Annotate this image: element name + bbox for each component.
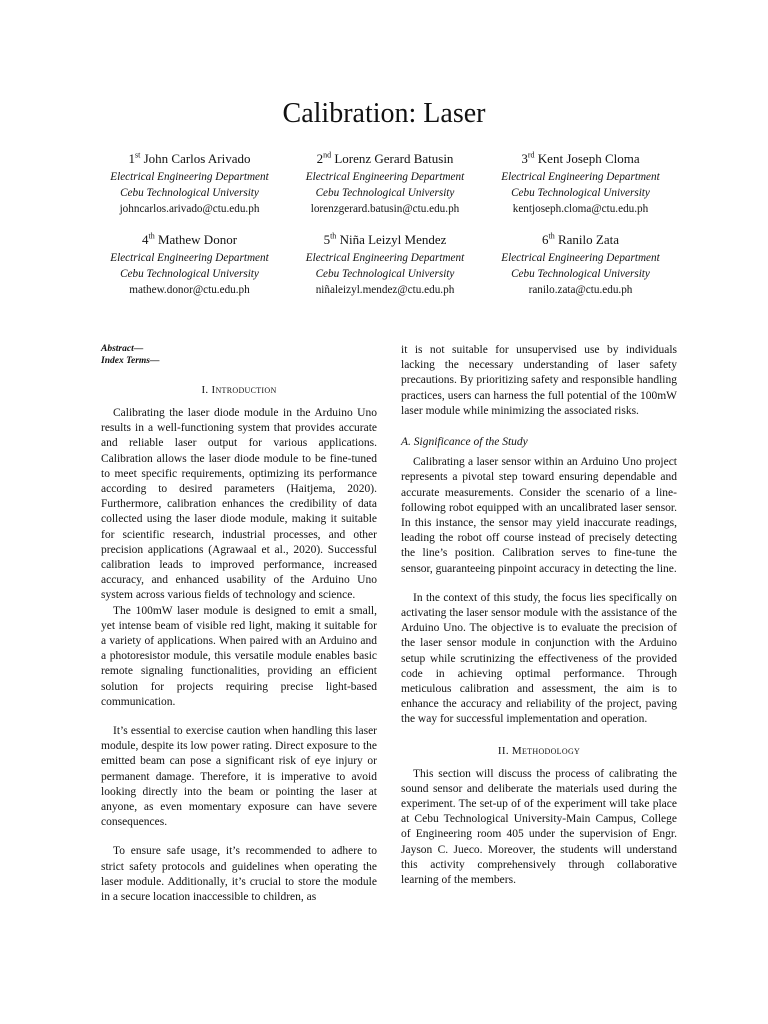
index-terms-label: Index Terms— bbox=[101, 356, 160, 366]
author-email: kentjoseph.cloma@ctu.edu.ph bbox=[512, 203, 649, 215]
left-column bbox=[101, 343, 377, 905]
author-email: johncarlos.arivado@ctu.edu.ph bbox=[119, 203, 260, 215]
author-dept: Electrical Engineering Department bbox=[305, 252, 465, 264]
author-name bbox=[288, 230, 483, 250]
author-number: 6 bbox=[542, 232, 549, 247]
section-heading-introduction: I. Introduction bbox=[201, 384, 277, 396]
author-name bbox=[92, 149, 287, 169]
author-ordinal: nd bbox=[323, 150, 332, 160]
paragraph-continued: it is not suitable for unsupervised use by individuals lacking the necessary understanding of laser safety precautions. By prioritizing safety and responsible handling practices, users can harness the full potential of the 100mW laser module while minimizing the associated risks. bbox=[401, 344, 677, 417]
right-column bbox=[401, 343, 677, 888]
author-number: 1 bbox=[128, 151, 135, 166]
author-block bbox=[483, 230, 678, 298]
author-name-text: John Carlos Arivado bbox=[143, 151, 251, 166]
author-dept: Electrical Engineering Department bbox=[501, 171, 660, 183]
author-name bbox=[483, 230, 678, 250]
author-ordinal: th bbox=[148, 231, 155, 241]
author-number: 4 bbox=[141, 232, 149, 247]
author-email: lorenzgerard.batusin@ctu.edu.ph bbox=[310, 203, 460, 215]
paragraph: The 100mW laser module is designed to emit a small, yet intense beam of visible red light, making it suitable for a variety of applications. When paired with an Arduino and a photoresistor module, this versatile module enables basic remote signaling functionalities, providing an efficient solution for projects requiring precise light-based communication. bbox=[101, 604, 377, 708]
paragraph: To ensure safe usage, it’s recommended to adhere to strict safety protocols and guidelines when operating the laser module. Additionally, it’s crucial to store the module in a secure location inaccessible to children, as bbox=[101, 845, 377, 904]
author-univ: Cebu Technological University bbox=[511, 187, 650, 199]
author-univ: Cebu Technological University bbox=[511, 268, 650, 280]
author-block bbox=[483, 149, 678, 217]
author-name-text: Kent Joseph Cloma bbox=[537, 151, 640, 166]
author-name-text: Ranilo Zata bbox=[557, 232, 619, 247]
author-dept: Electrical Engineering Department bbox=[110, 171, 269, 183]
author-ordinal: th bbox=[330, 231, 337, 241]
author-email: niñaleizyl.mendez@ctu.edu.ph bbox=[315, 284, 455, 296]
author-name-text: Mathew Donor bbox=[157, 232, 238, 247]
author-number: 3 bbox=[521, 151, 528, 166]
author-dept: Electrical Engineering Department bbox=[305, 171, 465, 183]
author-name bbox=[288, 149, 483, 169]
author-email: mathew.donor@ctu.edu.ph bbox=[129, 284, 250, 296]
author-ordinal: th bbox=[548, 231, 555, 241]
paragraph: It’s essential to exercise caution when handling this laser module, despite its low power rating. Direct exposure to the emitted beam can pose a significant risk of eye injury or permanent damage. Therefore, it is imperative to avoid looking directly into the beam or pointing the laser at anyone, as even momentary exposure can have severe consequences. bbox=[101, 725, 377, 829]
section-heading-methodology: II. Methodology bbox=[497, 744, 581, 757]
subsection-heading-significance: A. Significance of the Study bbox=[401, 436, 528, 449]
author-number: 5 bbox=[323, 232, 331, 247]
author-name bbox=[483, 149, 678, 169]
author-univ: Cebu Technological University bbox=[315, 268, 455, 280]
paragraph: This section will discuss the process of calibrating the sound sensor and deliberate the materials used during the experiment. The set-up of of the experiment will take place at Cebu Technological University-Main Campus, College of Engineering room 405 under the supervision of Engr. Jayson C. Jueco. Moreover, the students will understand this activity comprehensively through collaborative learning of the members. bbox=[401, 767, 677, 887]
author-row-1 bbox=[92, 149, 678, 217]
author-row-2 bbox=[92, 230, 678, 298]
abstract-label: Abstract— bbox=[101, 344, 144, 354]
author-dept: Electrical Engineering Department bbox=[501, 252, 660, 264]
author-univ: Cebu Technological University bbox=[120, 268, 259, 280]
author-number: 2 bbox=[316, 151, 324, 166]
paragraph: Calibrating the laser diode module in the Arduino Uno results in a well-functioning system that provides accurate and reliable laser output for various applications. Calibration allows the laser diode module to be fine-tuned to meet specific requirements, optimizing its performance according to desired parameters (Haitjema, 2020). Furthermore, calibration enhances the credibility of data collected using the laser diode module, making it suitable for scientific research, industrial processes, and other precision applications (Agrawaal et al., 2020). Successful calibration leads to improved performance, increased accuracy, and enhanced usability of the Arduino Uno system across various fields of technology and science. bbox=[101, 407, 377, 602]
paragraph: Calibrating a laser sensor within an Arduino Uno project represents a pivotal step toward ensuring dependable and accurate measurements. Consider the scenario of a line-following robot equipped with an uncalibrated laser sensor. In this instance, the sensor may yield inaccurate readings, leading the robot off course instead of precisely detecting the line’s position. Calibration serves to fine-tune the sensor, guaranteeing pinpoint accuracy in detecting the line. bbox=[401, 456, 677, 575]
author-email: ranilo.zata@ctu.edu.ph bbox=[528, 284, 633, 296]
author-univ: Cebu Technological University bbox=[120, 187, 259, 199]
author-ordinal: rd bbox=[527, 150, 535, 160]
author-dept: Electrical Engineering Department bbox=[110, 252, 269, 264]
author-name bbox=[92, 230, 287, 250]
author-name-text: Lorenz Gerard Batusin bbox=[334, 151, 454, 166]
author-block bbox=[288, 149, 483, 217]
author-univ: Cebu Technological University bbox=[315, 187, 455, 199]
author-name-text: Niña Leizyl Mendez bbox=[339, 232, 447, 247]
paragraph: In the context of this study, the focus lies specifically on activating the laser sensor module with the assistance of the Arduino Uno. The objective is to evaluate the precision of the laser sensor module in conjunction with the Arduino setup while scrutinizing the effectiveness of the provided code in achieving optimal performance. Through meticulous calibration and assessment, the aim is to enhance the accuracy and reliability of the project, paving the way for successful implementation and operation. bbox=[401, 591, 677, 726]
author-block bbox=[92, 149, 287, 217]
author-block bbox=[288, 230, 483, 298]
paper-title: Calibration: Laser bbox=[282, 98, 486, 129]
author-block bbox=[92, 230, 287, 298]
author-ordinal: st bbox=[135, 150, 141, 160]
